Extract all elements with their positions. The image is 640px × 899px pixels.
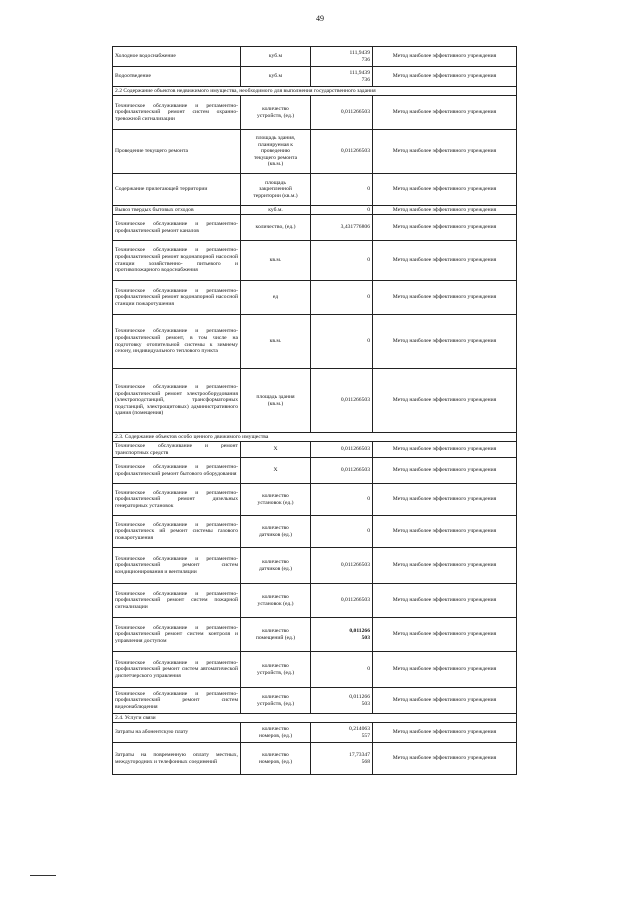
method-cell: Метод наиболее эффективного учреждения [373,652,517,688]
value-cell: 3,431776806 [311,215,373,241]
method-cell: Метод наиболее эффективного учреждения [373,548,517,584]
unit-cell: Х [241,442,311,458]
unit-cell: количество устройств, (ед.) [241,96,311,130]
table-row [113,47,517,67]
section-heading: 2.3. Содержание объектов особо ценного движимого имущества [113,433,517,442]
section-heading: 2.4. Услуги связи [113,714,517,723]
item-name: Техническое обслуживание и регламентно- профилактический ремонт водонапорной насосной станции пожаротушения [113,281,241,315]
unit-cell: количество, (ед.) [241,215,311,241]
table-row [113,215,517,241]
item-name: Техническое обслуживание и регламентно- профилактический ремонт электрооборудования (электроподстанций, трансформаторных подстанций, электрощитовых) административного здания (помещения) [113,369,241,433]
method-cell: Метод наиболее эффективного учреждения [373,618,517,652]
unit-cell: количество датчиков (ед.) [241,516,311,548]
unit-cell: куб.м. [241,206,311,215]
unit-cell: количество датчиков (ед.) [241,548,311,584]
value-cell: 0 [311,484,373,516]
item-name: Техническое обслуживание и регламентно- профилактический ремонт систем пожарной сигнализации [113,584,241,618]
value-cell: 0,011266503 [311,130,373,174]
item-name: Техническое обслуживание и регламентно- профилактический ремонт систем охранно- тревожной сигнализации [113,96,241,130]
unit-cell: количество устройств, (ед.) [241,688,311,714]
table-row [113,369,517,433]
item-name: Техническое обслуживание и регламентно- профилактический ремонт, в том числе на подготовку отопительной системы к зимнему сезону, индивидуального теплового пункта [113,315,241,369]
method-cell: Метод наиболее эффективного учреждения [373,743,517,775]
value-cell: 0,011266503 [311,584,373,618]
unit-cell: количество номеров, (ед.) [241,723,311,743]
item-name: Техническое обслуживание и регламентно- профилактический ремонт водонапорной насосной станции хозяйственно- питьевого и противопожарного водоснабжения [113,241,241,281]
value-cell: 111,9439 736 [311,67,373,87]
method-cell: Метод наиболее эффективного учреждения [373,96,517,130]
value-cell: 0,011266 503 [311,618,373,652]
item-name: Проведение текущего ремонта [113,130,241,174]
item-name: Содержание прилегающей территории [113,174,241,206]
value-cell: 0,214063 557 [311,723,373,743]
section-row [113,87,517,96]
item-name: Вывоз твердых бытовых отходов [113,206,241,215]
cost-norms-table [112,46,517,775]
section-heading: 2.2 Содержание объектов недвижимого имущества, необходимого для выполнения государственного задания [113,87,517,96]
table-row [113,688,517,714]
unit-cell: площадь здания (кв.м.) [241,369,311,433]
item-name: Техническое обслуживание и регламентно- профилактический ремонт систем кондиционирования и вентиляции [113,548,241,584]
item-name: Затраты на повременную оплату местных, междугородних и телефонных соединений [113,743,241,775]
page-number: 49 [316,14,324,23]
table-row [113,548,517,584]
method-cell: Метод наиболее эффективного учреждения [373,369,517,433]
method-cell: Метод наиболее эффективного учреждения [373,47,517,67]
unit-cell: Х [241,458,311,484]
unit-cell: куб.м [241,67,311,87]
method-cell: Метод наиболее эффективного учреждения [373,174,517,206]
value-cell: 0,011266503 [311,442,373,458]
table-row [113,442,517,458]
unit-cell: количество помещений (ед.) [241,618,311,652]
item-name: Холодное водоснабжение [113,47,241,67]
unit-cell: кв.м. [241,315,311,369]
table-row [113,130,517,174]
method-cell: Метод наиболее эффективного учреждения [373,130,517,174]
table-row [113,484,517,516]
unit-cell: кв.м. [241,241,311,281]
value-cell: 0 [311,652,373,688]
value-cell: 0,011266503 [311,548,373,584]
method-cell: Метод наиболее эффективного учреждения [373,484,517,516]
value-cell: 0,011266503 [311,369,373,433]
table-row [113,206,517,215]
value-cell: 0 [311,206,373,215]
table-row [113,241,517,281]
table-row [113,743,517,775]
item-name: Водоотведение [113,67,241,87]
method-cell: Метод наиболее эффективного учреждения [373,723,517,743]
table-row [113,618,517,652]
value-cell: 0 [311,516,373,548]
value-cell: 17,73347 568 [311,743,373,775]
value-cell: 0 [311,281,373,315]
item-name: Техническое обслуживание и регламентно- профилактический ремонт систем автоматической диспетчерского управления [113,652,241,688]
table-row [113,67,517,87]
method-cell: Метод наиболее эффективного учреждения [373,315,517,369]
table-row [113,315,517,369]
table-row [113,174,517,206]
table-row [113,584,517,618]
item-name: Техническое обслуживание и регламентно- профилактический ремонт систем контроля и управления доступом [113,618,241,652]
method-cell: Метод наиболее эффективного учреждения [373,206,517,215]
method-cell: Метод наиболее эффективного учреждения [373,516,517,548]
unit-cell: куб.м [241,47,311,67]
method-cell: Метод наиболее эффективного учреждения [373,584,517,618]
method-cell: Метод наиболее эффективного учреждения [373,281,517,315]
unit-cell: площадь закрепленной территории (кв.м.) [241,174,311,206]
value-cell: 0 [311,241,373,281]
table-row [113,281,517,315]
method-cell: Метод наиболее эффективного учреждения [373,458,517,484]
table-row [113,652,517,688]
value-cell: 0 [311,174,373,206]
item-name: Техническое обслуживание и ремонт транспортных средств [113,442,241,458]
unit-cell: площадь здания, планируемая к проведению текущего ремонта (кв.м.) [241,130,311,174]
method-cell: Метод наиболее эффективного учреждения [373,241,517,281]
item-name: Техническое обслуживание и регламентно- профилактический ремонт бытового оборудования [113,458,241,484]
item-name: Техническое обслуживание и регламентно- профилактическ ий ремонт системы газового пожаротушения [113,516,241,548]
table-row [113,458,517,484]
item-name: Техническое обслуживание и регламентно- профилактический ремонт каналов [113,215,241,241]
unit-cell: ед [241,281,311,315]
item-name: Затраты на абонентскую плату [113,723,241,743]
section-row [113,433,517,442]
unit-cell: количество установок (ед.) [241,584,311,618]
unit-cell: количество устройств, (ед.) [241,652,311,688]
method-cell: Метод наиболее эффективного учреждения [373,67,517,87]
section-row [113,714,517,723]
value-cell: 0,011266503 [311,458,373,484]
unit-cell: количество установок (ед.) [241,484,311,516]
unit-cell: количество номеров, (ед.) [241,743,311,775]
method-cell: Метод наиболее эффективного учреждения [373,442,517,458]
value-cell: 0,011266 503 [311,688,373,714]
item-name: Техническое обслуживание и регламентно- профилактический ремонт систем видеонаблюдения [113,688,241,714]
value-cell: 111,9439 736 [311,47,373,67]
table-row [113,96,517,130]
item-name: Техническое обслуживание и регламентно- профилактический ремонт дизельных генераторных установок [113,484,241,516]
table-row [113,516,517,548]
value-cell: 0 [311,315,373,369]
table-body [113,47,517,775]
method-cell: Метод наиболее эффективного учреждения [373,215,517,241]
table-row [113,723,517,743]
footer-line [30,875,56,876]
value-cell: 0,011266503 [311,96,373,130]
method-cell: Метод наиболее эффективного учреждения [373,688,517,714]
